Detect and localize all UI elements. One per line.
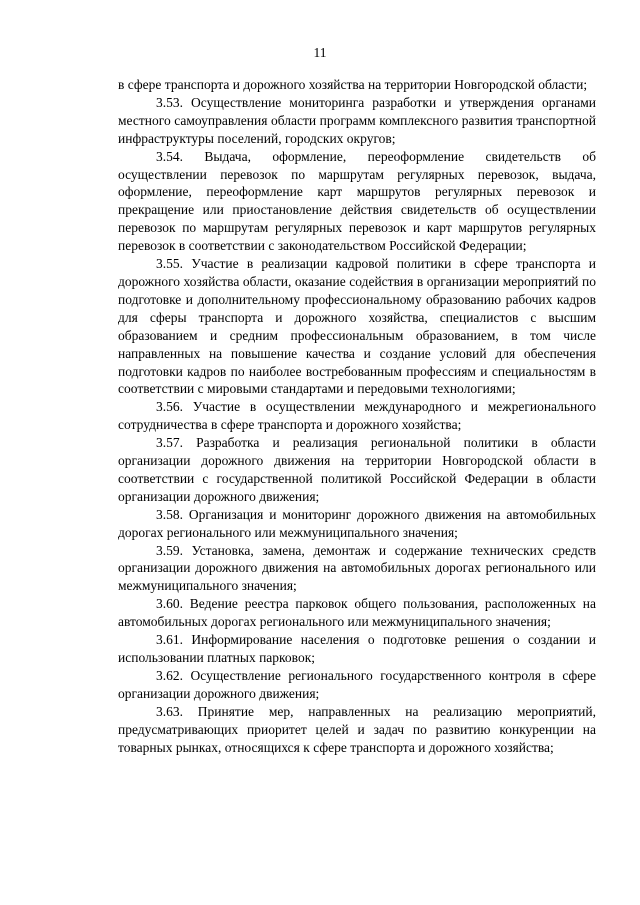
paragraph-3-61: 3.61. Информирование населения о подготовке решения о создании и использовании платных парковок; — [118, 632, 596, 665]
paragraph-continuation: в сфере транспорта и дорожного хозяйства на территории Новгородской области; — [118, 77, 588, 92]
paragraph-3-54: 3.54. Выдача, оформление, переоформление свидетельств об осуществлении перевозок по маршрутам регулярных перевозок, выдача, оформление, переоформление карт маршрутов регулярных перевозок и прекращение или приостановление действия свидетельств об осуществлении перевозок по маршрутам регулярных перевозок и карт маршрутов регулярных перевозок в соответствии с законодательством Российской Федерации; — [118, 148, 596, 254]
paragraph-3-62: 3.62. Осуществление регионального государственного контроля в сфере организации дорожного движения; — [118, 667, 596, 701]
paragraph-3-55: 3.55. Участие в реализации кадровой политики в сфере транспорта и дорожного хозяйства области, оказание содействия в организации мероприятий по подготовке и дополнительному профессиональному образованию рабочих кадров для сферы транспорта и дорожного хозяйства, специалистов с высшим образованием и средним профессиональным образованием, в том числе направленных на повышение качества и создание условий для обеспечения подготовки кадров по наиболее востребованным профессиям и специальностям в соответствии с мировыми стандартами и передовыми технологиями; — [118, 256, 596, 397]
paragraph-3-57: 3.57. Разработка и реализация региональной политики в области организации дорожного движения на территории Новгородской области в соответствии с государственной политикой Российской Федерации в области организации дорожного движения; — [118, 435, 596, 504]
paragraph-3-58: 3.58. Организация и мониторинг дорожного движения на автомобильных дорогах регионального или межмуниципального значения; — [118, 506, 596, 540]
paragraph-3-60: 3.60. Ведение реестра парковок общего пользования, расположенных на автомобильных дорогах регионального или межмуниципального значения; — [118, 596, 596, 630]
page-number: 11 — [313, 45, 327, 60]
paragraph-3-53: 3.53. Осуществление мониторинга разработки и утверждения органами местного самоуправления области программ комплексного развития транспортной инфраструктуры поселений, городских округов; — [118, 94, 596, 146]
paragraph-3-63: 3.63. Принятие мер, направленных на реализацию мероприятий, предусматривающих приоритет целей и задач по развитию конкуренции на товарных рынках, относящихся к сфере транспорта и дорожного хозяйства; — [118, 703, 596, 755]
paragraph-3-56: 3.56. Участие в осуществлении международного и межрегионального сотрудничества в сфере транспорта и дорожного хозяйства; — [118, 399, 596, 433]
document-body — [118, 76, 596, 756]
paragraph-3-59: 3.59. Установка, замена, демонтаж и содержание технических средств организации дорожного движения на автомобильных дорогах регионального или межмуниципального значения; — [118, 542, 596, 594]
